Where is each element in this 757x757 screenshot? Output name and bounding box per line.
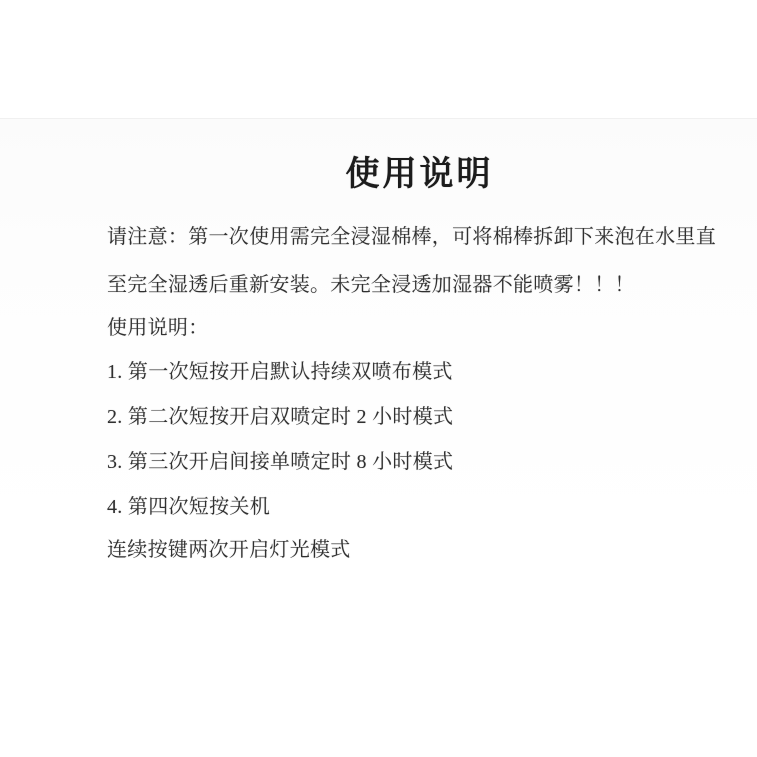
instruction-photo [0, 118, 757, 757]
step-item-1: 1. 第一次短按开启默认持续双喷布模式 [107, 361, 453, 383]
step-item-2: 2. 第二次短按开启双喷定时 2 小时模式 [107, 406, 454, 428]
step-item-3: 3. 第三次开启间接单喷定时 8 小时模式 [107, 451, 454, 473]
doc-title: 使用说明 [345, 156, 494, 193]
notice-line-1: 请注意：第一次使用需完全浸湿棉棒，可将棉棒拆卸下来泡在水里直 [107, 226, 716, 248]
section-heading: 使用说明： [107, 317, 209, 339]
step-item-4: 4. 第四次短按关机 [107, 496, 270, 518]
notice-line-2: 至完全湿透后重新安装。未完全浸透加湿器不能喷雾！！！ [107, 274, 635, 296]
light-mode-line: 连续按键两次开启灯光模式 [107, 539, 351, 561]
